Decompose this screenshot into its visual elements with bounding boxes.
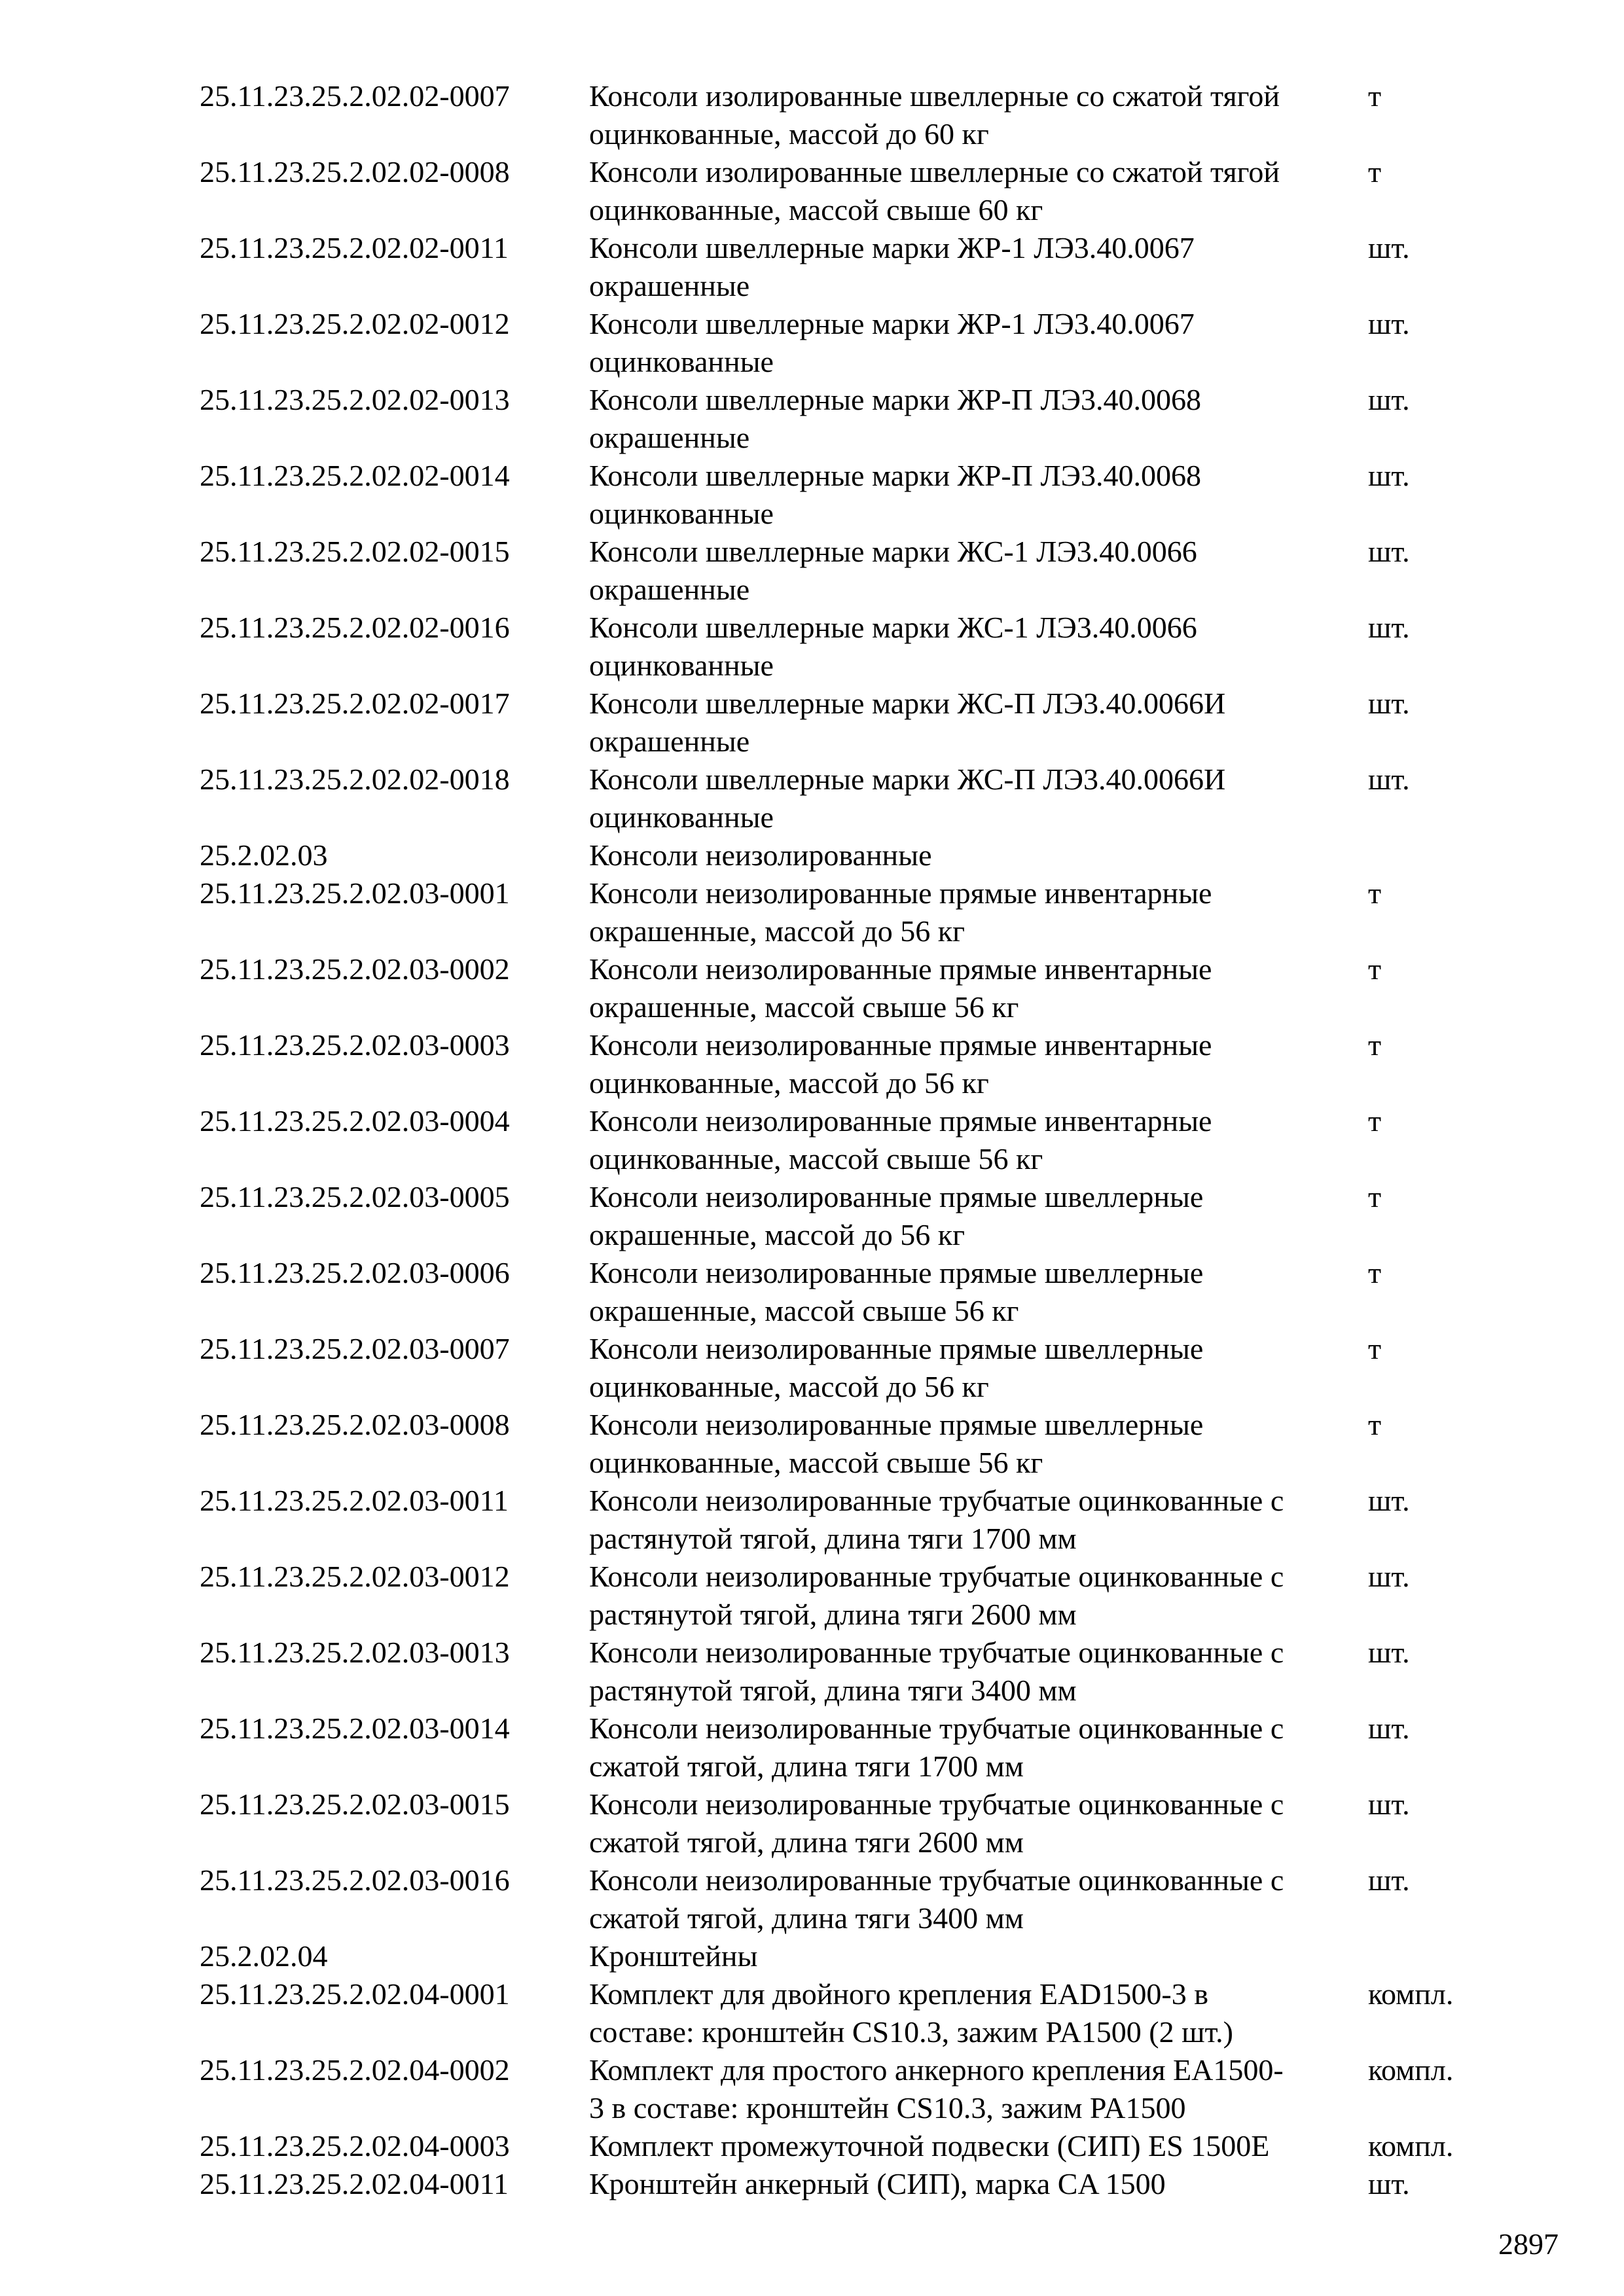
table-row (200, 1026, 1509, 1102)
row-code: 25.11.23.25.2.02.02-0018 (200, 762, 510, 796)
row-unit: шт. (1368, 611, 1410, 644)
table-row (200, 2127, 1509, 2165)
row-name: Консоли неизолированные прямые инвентарные оцинкованные, массой свыше 56 кг (589, 1104, 1212, 1175)
table-row (200, 2165, 1509, 2203)
row-code: 25.11.23.25.2.02.03-0011 (200, 1484, 509, 1517)
table-row (200, 1102, 1509, 1178)
row-unit: шт. (1368, 459, 1410, 492)
row-code: 25.11.23.25.2.02.03-0007 (200, 1332, 510, 1365)
row-name: Консоли швеллерные марки ЖС-П ЛЭ3.40.0066И окрашенные (589, 687, 1226, 758)
row-name: Кронштейны (589, 1939, 758, 1973)
row-unit: шт. (1368, 1560, 1410, 1593)
row-name: Консоли изолированные швеллерные со сжатой тягой оцинкованные, массой до 60 кг (589, 79, 1280, 151)
row-code: 25.11.23.25.2.02.03-0005 (200, 1180, 510, 1213)
table-row (200, 1634, 1509, 1710)
table-row (200, 77, 1509, 153)
row-name: Консоли швеллерные марки ЖР-П ЛЭ3.40.0068 окрашенные (589, 383, 1202, 454)
row-code: 25.11.23.25.2.02.04-0002 (200, 2053, 510, 2087)
row-code: 25.11.23.25.2.02.02-0017 (200, 687, 510, 720)
row-code: 25.11.23.25.2.02.03-0016 (200, 1863, 510, 1897)
row-unit: шт. (1368, 1712, 1410, 1745)
row-name: Консоли неизолированные трубчатые оцинкованные с сжатой тягой, длина тяги 1700 мм (589, 1712, 1284, 1783)
table-row (200, 1330, 1509, 1406)
classifier-table (200, 77, 1509, 2203)
row-unit: шт. (1368, 535, 1410, 568)
row-code: 25.11.23.25.2.02.03-0006 (200, 1256, 510, 1289)
row-unit: шт. (1368, 687, 1410, 720)
row-unit: компл. (1368, 1977, 1454, 2011)
table-row (200, 1254, 1509, 1330)
row-code: 25.11.23.25.2.02.02-0008 (200, 155, 510, 188)
table-row (200, 761, 1509, 836)
row-code: 25.2.02.04 (200, 1939, 328, 1973)
row-unit: т (1368, 1408, 1382, 1441)
table-row (200, 381, 1509, 457)
row-code: 25.11.23.25.2.02.02-0013 (200, 383, 510, 416)
table-row (200, 457, 1509, 533)
table-row (200, 609, 1509, 685)
table-row (200, 1937, 1509, 1975)
row-code: 25.11.23.25.2.02.04-0001 (200, 1977, 510, 2011)
row-name: Консоли швеллерные марки ЖС-П ЛЭ3.40.0066И оцинкованные (589, 762, 1226, 834)
row-name: Комплект для простого анкерного крепления EA1500- 3 в составе: кронштейн CS10.3, зажим PA1500 (589, 2053, 1284, 2125)
row-code: 25.11.23.25.2.02.03-0002 (200, 952, 510, 986)
row-unit: т (1368, 1256, 1382, 1289)
row-code: 25.2.02.03 (200, 838, 328, 872)
row-name: Консоли неизолированные трубчатые оцинкованные с сжатой тягой, длина тяги 3400 мм (589, 1863, 1284, 1935)
table-row (200, 533, 1509, 609)
row-code: 25.11.23.25.2.02.03-0001 (200, 876, 510, 910)
row-code: 25.11.23.25.2.02.04-0003 (200, 2129, 510, 2162)
row-code: 25.11.23.25.2.02.02-0011 (200, 231, 509, 264)
row-name: Консоли швеллерные марки ЖС-1 ЛЭ3.40.0066 оцинкованные (589, 611, 1197, 682)
row-code: 25.11.23.25.2.02.03-0013 (200, 1636, 510, 1669)
row-name: Комплект промежуточной подвески (СИП) ES 1500E (589, 2129, 1270, 2162)
row-unit: т (1368, 876, 1382, 910)
row-name: Комплект для двойного крепления EAD1500-3 в составе: кронштейн CS10.3, зажим PA1500 (2 шт.) (589, 1977, 1233, 2049)
row-unit: шт. (1368, 1484, 1410, 1517)
row-name: Консоли швеллерные марки ЖС-1 ЛЭ3.40.0066 окрашенные (589, 535, 1197, 606)
table-row (200, 229, 1509, 305)
row-unit: шт. (1368, 383, 1410, 416)
row-code: 25.11.23.25.2.02.03-0014 (200, 1712, 510, 1745)
row-name: Консоли швеллерные марки ЖР-П ЛЭ3.40.0068 оцинкованные (589, 459, 1202, 530)
table-row (200, 305, 1509, 381)
row-name: Консоли неизолированные трубчатые оцинкованные с растянутой тягой, длина тяги 3400 мм (589, 1636, 1284, 1707)
table-row (200, 1785, 1509, 1861)
row-code: 25.11.23.25.2.02.03-0015 (200, 1787, 510, 1821)
table-row (200, 153, 1509, 229)
row-unit: шт. (1368, 307, 1410, 340)
row-name: Консоли неизолированные прямые инвентарные окрашенные, массой до 56 кг (589, 876, 1212, 948)
row-name: Консоли неизолированные прямые швеллерные окрашенные, массой до 56 кг (589, 1180, 1204, 1251)
row-unit: т (1368, 1028, 1382, 1062)
row-unit: шт. (1368, 1787, 1410, 1821)
row-unit: т (1368, 1104, 1382, 1138)
row-code: 25.11.23.25.2.02.02-0012 (200, 307, 510, 340)
row-name: Консоли швеллерные марки ЖР-1 ЛЭ3.40.0067 окрашенные (589, 231, 1195, 302)
row-code: 25.11.23.25.2.02.03-0003 (200, 1028, 510, 1062)
table-row (200, 836, 1509, 874)
row-name: Консоли изолированные швеллерные со сжатой тягой оцинкованные, массой свыше 60 кг (589, 155, 1280, 226)
row-code: 25.11.23.25.2.02.02-0014 (200, 459, 510, 492)
row-unit: т (1368, 952, 1382, 986)
row-unit: т (1368, 1332, 1382, 1365)
row-name: Кронштейн анкерный (СИП), марка CA 1500 (589, 2167, 1166, 2200)
row-code: 25.11.23.25.2.02.02-0015 (200, 535, 510, 568)
row-code: 25.11.23.25.2.02.03-0004 (200, 1104, 510, 1138)
row-code: 25.11.23.25.2.02.04-0011 (200, 2167, 509, 2200)
page-number: 2897 (1498, 2227, 1559, 2261)
row-unit: т (1368, 79, 1382, 113)
row-unit: т (1368, 155, 1382, 188)
row-name: Консоли неизолированные трубчатые оцинкованные с растянутой тягой, длина тяги 1700 мм (589, 1484, 1284, 1555)
table-row (200, 1710, 1509, 1785)
row-name: Консоли неизолированные трубчатые оцинкованные с сжатой тягой, длина тяги 2600 мм (589, 1787, 1284, 1859)
table-row (200, 2051, 1509, 2127)
row-code: 25.11.23.25.2.02.02-0016 (200, 611, 510, 644)
table-row (200, 874, 1509, 950)
row-name: Консоли неизолированные (589, 838, 932, 872)
row-code: 25.11.23.25.2.02.02-0007 (200, 79, 510, 113)
row-name: Консоли неизолированные прямые инвентарные оцинкованные, массой до 56 кг (589, 1028, 1212, 1100)
row-unit: т (1368, 1180, 1382, 1213)
table-row (200, 950, 1509, 1026)
row-unit: шт. (1368, 2167, 1410, 2200)
table-row (200, 1178, 1509, 1254)
row-unit: шт. (1368, 1863, 1410, 1897)
row-unit: компл. (1368, 2129, 1454, 2162)
row-name: Консоли неизолированные прямые швеллерные оцинкованные, массой свыше 56 кг (589, 1408, 1204, 1479)
row-name: Консоли швеллерные марки ЖР-1 ЛЭ3.40.0067 оцинкованные (589, 307, 1195, 378)
row-name: Консоли неизолированные прямые инвентарные окрашенные, массой свыше 56 кг (589, 952, 1212, 1024)
table-row (200, 685, 1509, 761)
table-row (200, 1482, 1509, 1558)
table-row (200, 1975, 1509, 2051)
row-code: 25.11.23.25.2.02.03-0012 (200, 1560, 510, 1593)
row-name: Консоли неизолированные прямые швеллерные окрашенные, массой свыше 56 кг (589, 1256, 1204, 1327)
row-unit: шт. (1368, 231, 1410, 264)
row-unit: компл. (1368, 2053, 1454, 2087)
row-name: Консоли неизолированные прямые швеллерные оцинкованные, массой до 56 кг (589, 1332, 1204, 1403)
row-name: Консоли неизолированные трубчатые оцинкованные с растянутой тягой, длина тяги 2600 мм (589, 1560, 1284, 1631)
table-row (200, 1861, 1509, 1937)
table-row (200, 1406, 1509, 1482)
table-row (200, 1558, 1509, 1634)
row-code: 25.11.23.25.2.02.03-0008 (200, 1408, 510, 1441)
row-unit: шт. (1368, 762, 1410, 796)
row-unit: шт. (1368, 1636, 1410, 1669)
